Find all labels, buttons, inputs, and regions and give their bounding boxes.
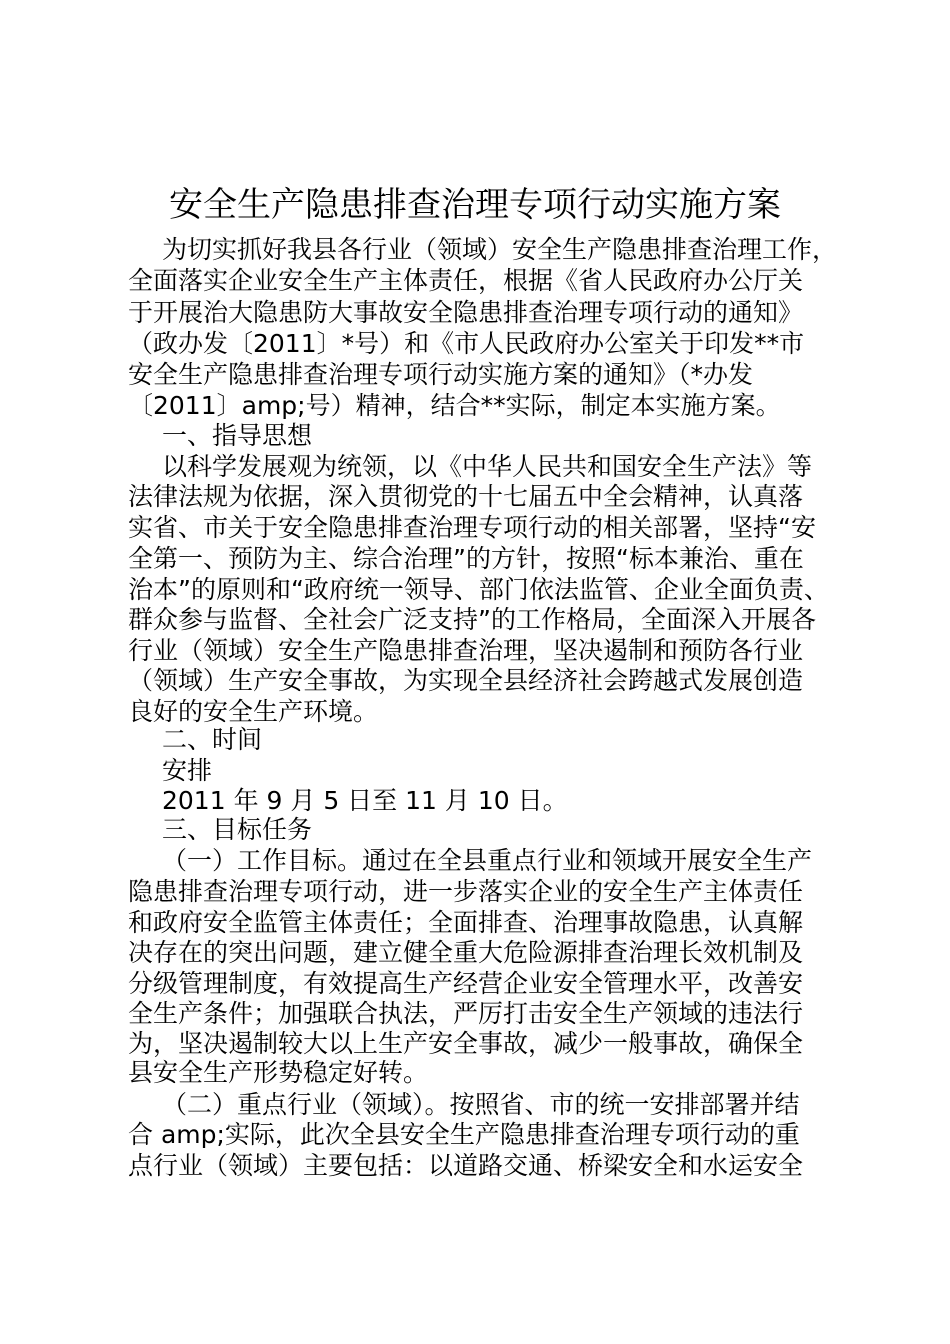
section-heading: 一、指导思想 bbox=[162, 421, 313, 450]
body-line: 群众参与监督、全社会广泛支持”的工作格局，全面深入开展各 bbox=[128, 605, 816, 634]
body-line: 隐患排查治理专项行动，进一步落实企业的安全生产主体责任 bbox=[128, 877, 804, 906]
body-line: 以科学发展观为统领，以《中华人民共和国安全生产法》等 bbox=[162, 452, 813, 481]
body-line: 为切实抓好我县各行业（领域）安全生产隐患排查治理工作， bbox=[162, 235, 838, 264]
body-line: 安排 bbox=[162, 756, 213, 785]
body-line: 于开展治大隐患防大事故安全隐患排查治理专项行动的通知》 bbox=[128, 298, 804, 327]
body-line: 安全生产隐患排查治理专项行动实施方案的通知》（*办发 bbox=[128, 360, 754, 389]
body-line: （领域）生产安全事故，为实现全县经济社会跨越式发展创造 bbox=[128, 666, 804, 695]
body-line: 和政府安全监管主体责任；全面排查、治理事故隐患，认真解 bbox=[128, 908, 804, 937]
body-line: 为，坚决遏制较大以上生产安全事故，减少一般事故，确保全 bbox=[128, 1029, 804, 1058]
body-line: 良好的安全生产环境。 bbox=[128, 697, 379, 726]
body-line: 分级管理制度，有效提高生产经营企业安全管理水平，改善安 bbox=[128, 969, 804, 998]
body-line: 决存在的突出问题，建立健全重大危险源排查治理长效机制及 bbox=[128, 938, 804, 967]
section-heading: 三、目标任务 bbox=[162, 815, 313, 844]
section-heading: 二、时间 bbox=[162, 725, 263, 754]
body-line: 全第一、预防为主、综合治理”的方针，按照“标本兼治、重在 bbox=[128, 544, 804, 573]
body-line: （二）重点行业（领域）。按照省、市的统一安排部署并结 bbox=[162, 1090, 800, 1119]
body-line: （一）工作目标。通过在全县重点行业和领域开展安全生产 bbox=[162, 846, 813, 875]
body-line: 法律法规为依据，深入贯彻党的十七届五中全会精神，认真落 bbox=[128, 482, 804, 511]
body-line: 点行业（领域）主要包括：以道路交通、桥梁安全和水运安全 bbox=[128, 1151, 804, 1180]
body-line: 〔2011〕amp;号）精神，结合**实际，制定本实施方案。 bbox=[128, 391, 781, 420]
body-line: 治本”的原则和“政府统一领导、部门依法监管、企业全面负责、 bbox=[128, 575, 829, 604]
body-line: 实省、市关于安全隐患排查治理专项行动的相关部署，坚持“安 bbox=[128, 513, 816, 542]
body-line: 合 amp;实际，此次全县安全生产隐患排查治理专项行动的重 bbox=[128, 1120, 800, 1149]
body-line: 2011 年 9 月 5 日至 11 月 10 日。 bbox=[162, 786, 568, 815]
body-line: （政办发〔2011〕*号）和《市人民政府办公室关于印发**市 bbox=[128, 329, 805, 358]
body-line: 全面落实企业安全生产主体责任，根据《省人民政府办公厅关 bbox=[128, 266, 804, 295]
body-line: 行业（领域）安全生产隐患排查治理，坚决遏制和预防各行业 bbox=[128, 636, 804, 665]
document-title: 安全生产隐患排查治理专项行动实施方案 bbox=[169, 185, 781, 225]
body-line: 全生产条件；加强联合执法，严厉打击安全生产领域的违法行 bbox=[128, 999, 804, 1028]
body-line: 县安全生产形势稳定好转。 bbox=[128, 1058, 429, 1087]
